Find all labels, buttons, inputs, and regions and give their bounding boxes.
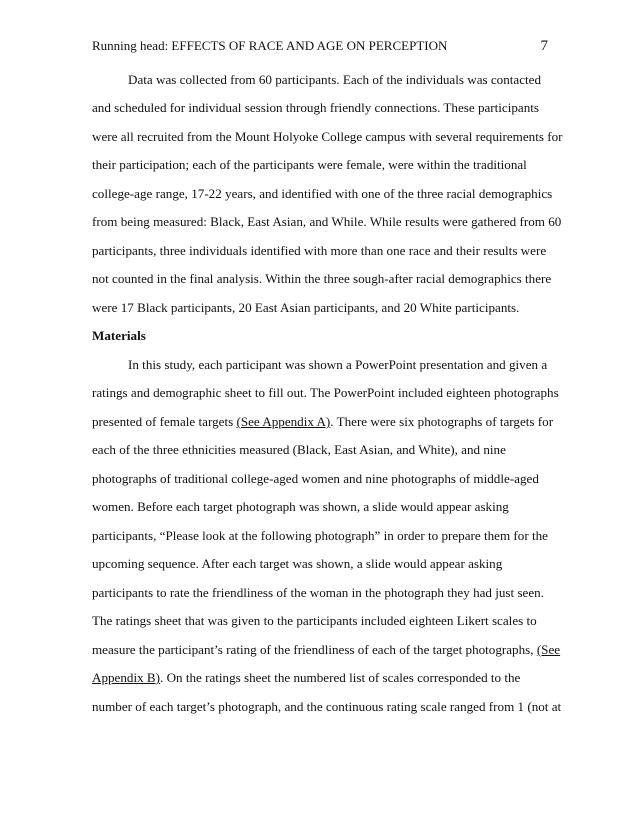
paragraph-line: In this study, each participant was shown a PowerPoint presentation and given a xyxy=(128,357,548,372)
appendix-b-link[interactable]: Appendix B) xyxy=(92,670,161,685)
paragraph-line: women. Before each target photograph was shown, a slide would appear asking xyxy=(92,499,509,514)
paragraph-line: participants to rate the friendliness of the woman in the photograph they had just seen. xyxy=(92,585,544,600)
appendix-a-link[interactable]: (See Appendix A) xyxy=(236,414,331,429)
page-number: 7 xyxy=(540,38,548,54)
paragraph-line: each of the three ethnicities measured (Black, East Asian, and White), and nine xyxy=(92,442,506,457)
paragraph-line: from being measured: Black, East Asian, and While. While results were gathered from 60 xyxy=(92,214,562,229)
page-header xyxy=(92,37,548,55)
paragraph-line: upcoming sequence. After each target was shown, a slide would appear asking xyxy=(92,556,503,571)
line-text: . There were six photographs of targets for xyxy=(330,414,554,429)
appendix-b-link[interactable]: (See xyxy=(536,642,561,657)
paragraph-line: were all recruited from the Mount Holyoke College campus with several requirements for xyxy=(92,129,563,144)
line-text: . On the ratings sheet the numbered list of scales corresponded to the xyxy=(160,670,521,685)
paragraph-line: The ratings sheet that was given to the participants included eighteen Likert scales to xyxy=(92,613,537,628)
paragraph-line: their participation; each of the participants were female, were within the traditional xyxy=(92,157,527,172)
paragraph-line: Data was collected from 60 participants. Each of the individuals was contacted xyxy=(128,72,542,87)
paragraph-line: ratings and demographic sheet to fill out. The PowerPoint included eighteen photographs xyxy=(92,385,559,400)
paragraph-line xyxy=(92,413,553,431)
paragraph-line: were 17 Black participants, 20 East Asian participants, and 20 White participants. xyxy=(92,300,520,315)
paragraph-line: participants, “Please look at the following photograph” in order to prepare them for the xyxy=(92,528,548,543)
paragraph-line: college-age range, 17-22 years, and identified with one of the three racial demographics xyxy=(92,186,553,201)
section-heading-materials: Materials xyxy=(92,328,146,343)
paragraph-line: photographs of traditional college-aged women and nine photographs of middle-aged xyxy=(92,471,539,486)
line-text: presented of female targets xyxy=(92,414,237,429)
paragraph-line: not counted in the final analysis. Within the three sough-after racial demographics there xyxy=(92,271,552,286)
line-text: measure the participant’s rating of the friendliness of each of the target photographs, xyxy=(92,642,537,657)
paragraph-line xyxy=(92,669,520,687)
running-head: Running head: EFFECTS OF RACE AND AGE ON PERCEPTION xyxy=(92,38,448,53)
paragraph-line: and scheduled for individual session through friendly connections. These participants xyxy=(92,100,540,115)
paragraph-line: participants, three individuals identified with more than one race and their results were xyxy=(92,243,547,258)
paragraph-line: number of each target’s photograph, and the continuous rating scale ranged from 1 (not at xyxy=(92,699,562,714)
paragraph-line xyxy=(92,641,560,659)
